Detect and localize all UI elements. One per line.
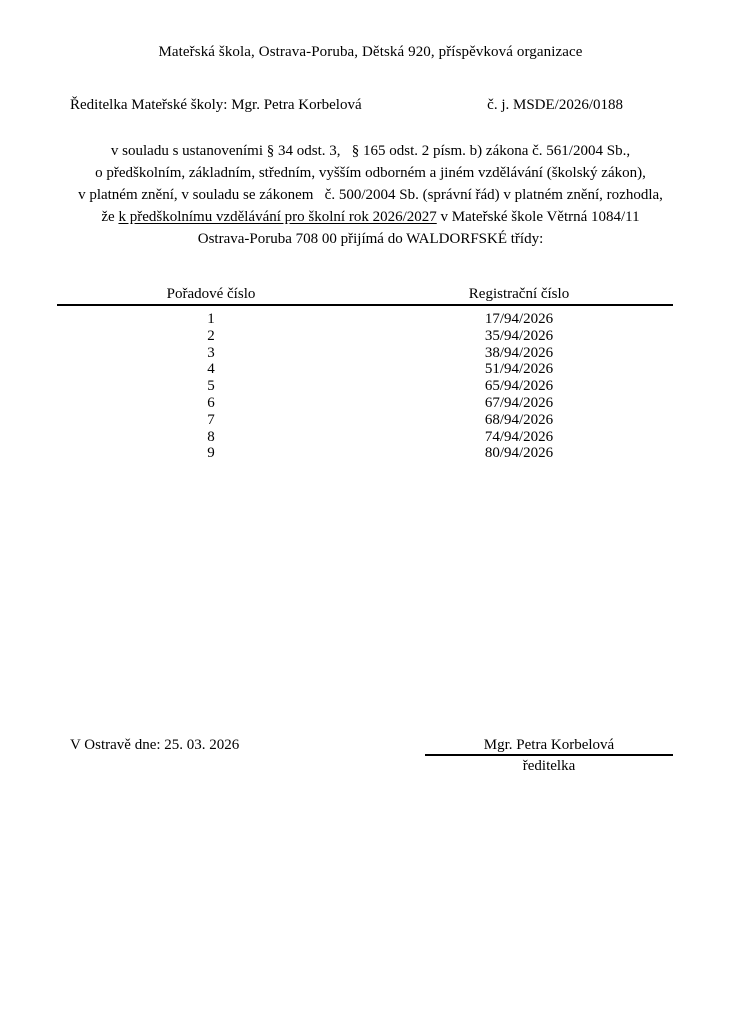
table-row xyxy=(57,429,673,446)
order-number-cell: 3 xyxy=(207,344,215,361)
registration-number-cell: 51/94/2026 xyxy=(484,361,554,378)
place-date-line: V Ostravě dne: 25. 03. 2026 xyxy=(70,737,240,753)
registration-number-cell: 74/94/2026 xyxy=(484,428,554,445)
reference-number: č. j. MSDE/2026/0188 xyxy=(487,97,623,113)
paragraph-line-3: v platném znění, v souladu se zákonem č. 500/2004 Sb. (správní řád) v platném znění, rozhodla, xyxy=(78,187,663,203)
order-number-cell: 4 xyxy=(207,361,215,378)
table-row xyxy=(57,395,673,412)
table-header-row xyxy=(57,286,673,306)
table-row xyxy=(57,311,673,328)
document-title: Mateřská škola, Ostrava-Poruba, Dětská 920, příspěvková organizace xyxy=(158,44,583,60)
paragraph-line-5: Ostrava-Poruba 708 00 přijímá do WALDORFSKÉ třídy: xyxy=(197,231,544,247)
column-header-registration-number: Registrační číslo xyxy=(468,286,570,302)
column-header-order-number: Pořadové číslo xyxy=(166,286,256,302)
order-number-cell: 6 xyxy=(207,394,215,411)
registration-number-cell: 65/94/2026 xyxy=(484,378,554,395)
paragraph-line-1: v souladu s ustanoveními § 34 odst. 3, § 165 odst. 2 písm. b) zákona č. 561/2004 Sb., xyxy=(110,143,631,159)
director-name-line: Ředitelka Mateřské školy: Mgr. Petra Korbelová xyxy=(70,97,362,113)
table-row xyxy=(57,328,673,345)
registration-number-cell: 67/94/2026 xyxy=(484,394,554,411)
table-body xyxy=(57,306,673,462)
decision-paragraph xyxy=(0,140,741,250)
registration-number-cell: 17/94/2026 xyxy=(484,311,554,327)
underlined-school-year-clause: k předškolnímu vzdělávání pro školní rok 2026/2027 xyxy=(118,209,437,225)
order-number-cell: 2 xyxy=(207,327,215,344)
table-row xyxy=(57,445,673,462)
paragraph-line-2: o předškolním, základním, středním, vyšším odborném a jiném vzdělávání (školský zákon), xyxy=(95,165,646,181)
paragraph-line-4 xyxy=(0,206,741,228)
order-number-cell: 7 xyxy=(207,411,215,428)
director-row xyxy=(70,97,623,114)
order-number-cell: 9 xyxy=(207,445,215,462)
table-row xyxy=(57,361,673,378)
order-number-cell: 5 xyxy=(207,378,215,395)
signature-name: Mgr. Petra Korbelová xyxy=(425,737,673,756)
registration-number-cell: 38/94/2026 xyxy=(484,344,554,361)
paragraph-line-4-suffix: v Mateřské škole Větrná 1084/11 xyxy=(436,209,640,225)
registration-number-cell: 35/94/2026 xyxy=(484,327,554,344)
table-row xyxy=(57,378,673,395)
signature-block xyxy=(425,737,673,774)
registration-number-cell: 68/94/2026 xyxy=(484,411,554,428)
registration-number-cell: 80/94/2026 xyxy=(484,445,554,462)
order-number-cell: 8 xyxy=(207,428,215,445)
paragraph-line-4-prefix: že xyxy=(101,209,119,225)
signature-role: ředitelka xyxy=(522,758,576,774)
order-number-cell: 1 xyxy=(207,311,215,327)
admission-table xyxy=(57,286,673,462)
table-row xyxy=(57,412,673,429)
table-row xyxy=(57,345,673,362)
